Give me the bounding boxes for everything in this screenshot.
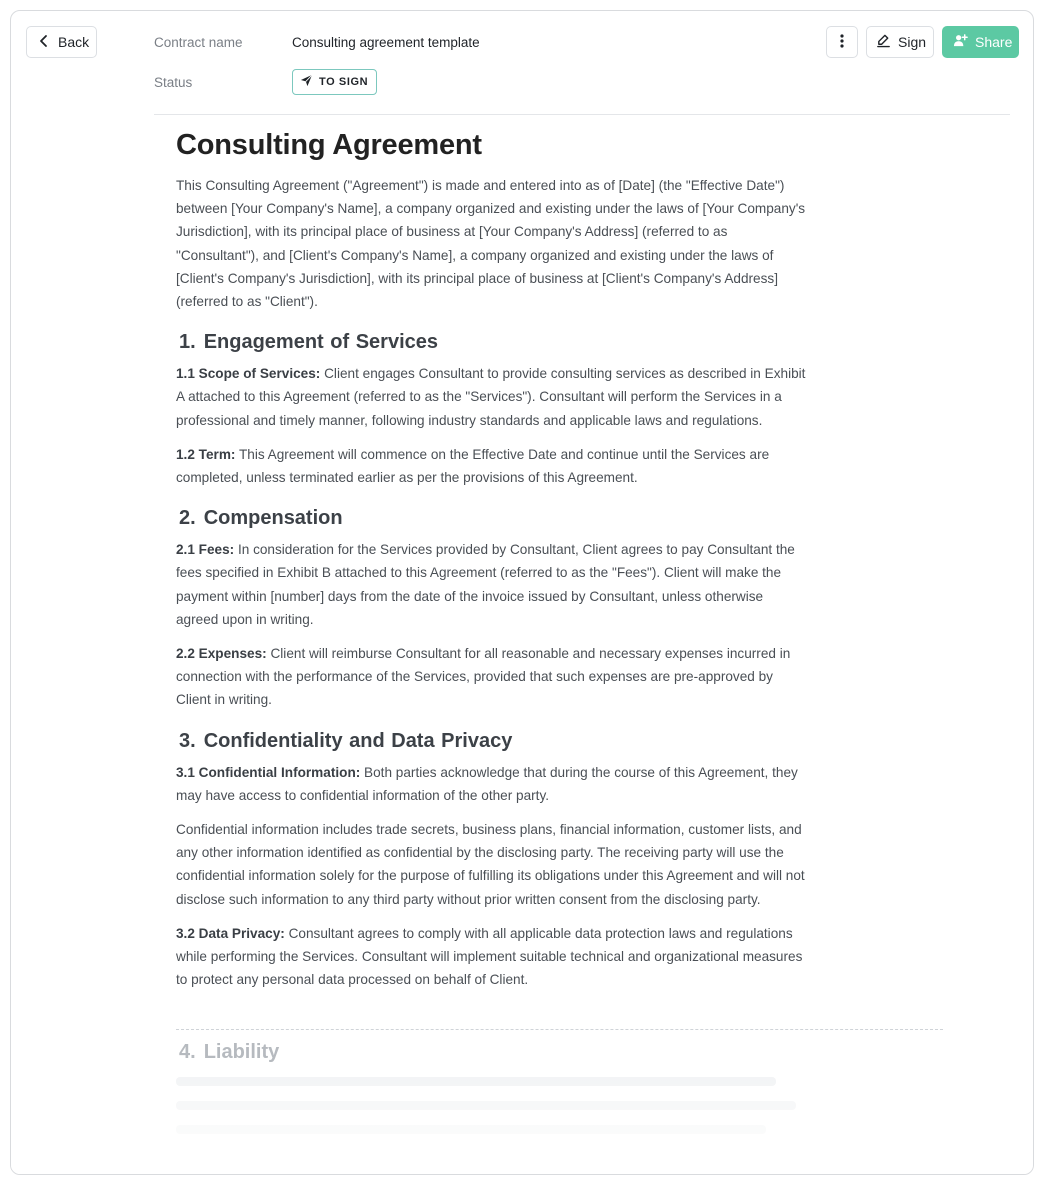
more-vertical-icon [840, 34, 844, 51]
share-button[interactable] [942, 26, 1019, 58]
section-heading-1: 1. Engagement of Services [179, 331, 438, 354]
clause-1-1: 1.1 Scope of Services: Client engages Consultant to provide consulting services as described in Exhibit A attached to this Agreement (referred to as the "Services"). Consultant will perform the Services in a professional and timely manner, following industry standards and applicable laws and regulations. [176, 366, 806, 428]
share-user-icon [953, 33, 968, 51]
sign-label: Sign [898, 34, 927, 50]
fade-overlay [11, 1071, 1033, 1175]
share-label: Share [975, 34, 1013, 50]
page-break-line [176, 1029, 943, 1030]
contract-name-value: Consulting agreement template [292, 35, 480, 50]
document-title: Consulting Agreement [176, 129, 482, 161]
contract-viewer [10, 10, 1034, 1175]
send-icon [300, 74, 313, 90]
status-label: Status [154, 75, 193, 90]
back-button[interactable] [26, 26, 97, 58]
intro-paragraph: This Consulting Agreement ("Agreement") is made and entered into as of [Date] (the "Effective Date") between [Your Company's Name], a company organized and existing under the laws of [Your Company's Jurisdiction], with its principal place of business at [Your Company's Address] (referred to as "Consultant"), and [Client's Company's Name], a company organized and existing under the laws of [Client's Company's Jurisdiction], with its principal place of business at [Client's Company's Address] (referred to as "Client"). [176, 178, 806, 310]
chevron-left-icon [37, 34, 51, 51]
status-badge [292, 69, 377, 95]
section-heading-2: 2. Compensation [179, 507, 343, 530]
header-divider [154, 114, 1010, 115]
clause-3-1-detail: Confidential information includes trade secrets, business plans, financial information, customer lists, and any other information identified as confidential by the disclosing party. The receiving party will use the confidential information solely for the purpose of fulfilling its obligations under this Agreement and will not disclose such information to any third party without prior written consent from the disclosing party. [176, 822, 805, 907]
back-label: Back [58, 34, 90, 50]
section-heading-4: 4. Liability [179, 1041, 280, 1063]
clause-2-1: 2.1 Fees: In consideration for the Services provided by Consultant, Client agrees to pay Consultant the fees specified in Exhibit B attached to this Agreement (referred to as the "Fees"). Client will make the payment within [number] days from the date of the invoice issued by Consultant, unless otherwise agreed upon in writing. [176, 542, 795, 627]
clause-3-2: 3.2 Data Privacy: Consultant agrees to comply with all applicable data protection laws and regulations while performing the Services. Consultant will implement suitable technical and organizational measures to protect any personal data processed on behalf of Client. [176, 925, 803, 988]
clause-1-2: 1.2 Term: This Agreement will commence on the Effective Date and continue until the Services are completed, unless terminated earlier as per the provisions of this Agreement. [176, 446, 770, 486]
clause-2-2: 2.2 Expenses: Client will reimburse Consultant for all reasonable and necessary expenses incurred in connection with the performance of the Services, provided that such expenses are pre-approved by Client in writing. [176, 646, 791, 708]
contract-name-label: Contract name [154, 35, 243, 50]
section-heading-3: 3. Confidentiality and Data Privacy [179, 729, 513, 752]
status-badge-label: TO SIGN [319, 76, 369, 88]
document-body [176, 123, 806, 1002]
pen-sign-icon [876, 33, 891, 51]
sign-button[interactable] [866, 26, 934, 58]
more-options-button[interactable] [826, 26, 858, 58]
clause-3-1: 3.1 Confidential Information: Both parties acknowledge that during the course of this Agreement, they may have access to confidential information of the other party. [176, 764, 798, 803]
